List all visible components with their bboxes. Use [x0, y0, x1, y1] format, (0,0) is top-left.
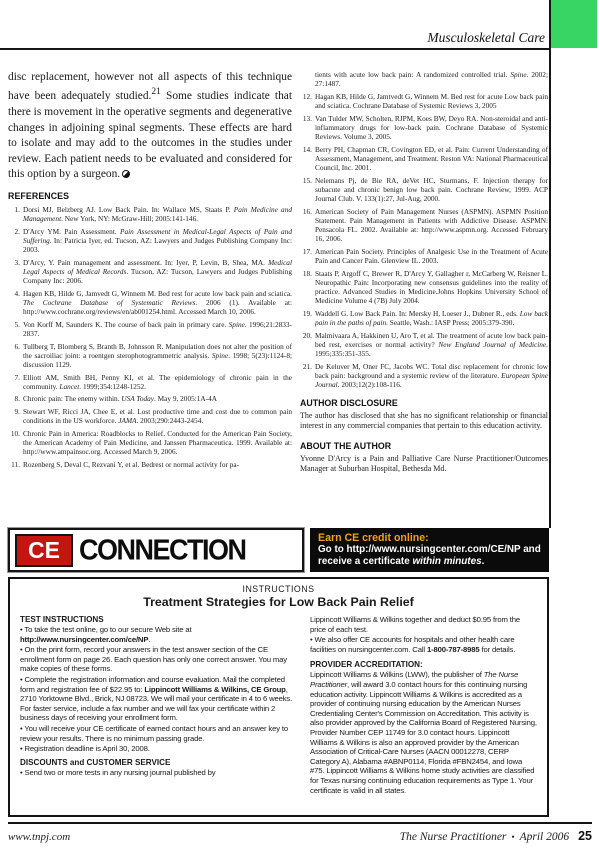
test-instructions-list: [20, 625, 294, 754]
reference-number: 4.: [14, 288, 20, 298]
reference-number: 10.: [10, 428, 20, 438]
reference-item: [300, 176, 548, 204]
reference-text: Chronic Pain in America: Roadblocks to Relief. Conducted for the American Pain Society, the American Academy of Pain Medicine, and Janssen Pharmaceutica. 1999. Available at: http://www.ampainsoc.org. Accessed March 9, 2006.: [23, 428, 292, 457]
reference-number: 8.: [14, 394, 20, 404]
reference-item: [300, 247, 548, 265]
reference-text: Chronic pain: The enemy within. USA Today. May 9, 2005:1A-4A: [23, 394, 218, 404]
instruction-bullet: • To take the test online, go to our secure Web site at http://www.nursingcenter.com/ce/NP.: [20, 625, 294, 644]
reference-item: [8, 394, 292, 403]
about-author-heading: ABOUT THE AUTHOR: [300, 440, 392, 451]
reference-item: [8, 373, 292, 391]
discounts-continuation: Lippincott Williams & Wilkins together and deduct $0.95 from the price of each test.: [310, 615, 521, 634]
reference-number: 20.: [302, 330, 312, 340]
journal-name: The Nurse Practitioner: [399, 831, 507, 843]
reference-continuation: tients with acute low back pain: A randomized controlled trial. Spine. 2002; 27:1487.: [315, 70, 548, 89]
reference-text: Waddell G. Low Back Pain. In: Mersky H, Loeser J., Dubner R., eds. Low back pain in the paths of pain. Seattle, Wash.: IASP Press; 2005:379-390.: [315, 308, 548, 327]
reference-text: Tullberg T, Blomberg S, Branth B, Johnsson R. Manipulation does not alter the position of the sacroiliac joint: a roentgen sterophotogrammetric analysis. Spine. 1998; 5(23):1124-8; discussion 1129.: [23, 341, 292, 369]
test-instructions-heading: TEST INSTRUCTIONS: [20, 615, 104, 624]
page-edge-rule: [549, 0, 551, 528]
body-paragraph: [8, 70, 292, 183]
about-author-text: Yvonne D'Arcy is a Pain and Palliative Care Nurse Practitioner/Outcomes Manager at Suburban Hospital, Bethesda Md.: [300, 453, 548, 473]
reference-text: Van Tulder MW, Scholten, RJPM, Koes BW, Deyo RA. Non-steroidal and anti-inflammatory drugs for low-back pain. Cochrane Database of Systemic Reviews. Volume 3, 2005.: [315, 113, 548, 141]
article-left-column: [8, 70, 292, 472]
reference-item: [300, 92, 548, 110]
reference-item: [8, 320, 292, 338]
reference-item: [8, 258, 292, 286]
reference-number: 16.: [302, 206, 312, 216]
ce-accounts-bullet: • We also offer CE accounts for hospitals and other health care facilities on nursingcenter.com. Call 1-800-787-8985 for details.: [310, 635, 537, 654]
instruction-bullet: • You will receive your CE certificate of earned contact hours and an answer key to review your results. There is no minimum passing grade.: [20, 724, 294, 743]
running-head: Musculoskeletal Care: [427, 30, 545, 45]
reference-text: American Pain Society. Principles of Analgesic Use in the Treatment of Acute Pain and Cancer Pain. Glenview IL. 2003.: [315, 246, 548, 265]
reference-number: 19.: [302, 308, 312, 318]
earn-ce-line2: receive a certificate within minutes.: [318, 556, 485, 567]
reference-text: Hagen KB, Hilde G, Jamvedt G, Winnem M. Bed rest for acute low back pain and sciatica. The Cochrane Database of Systematic Reviews. 2006 (1). Available at: http://www.cochrane.org/reviews/en/ab001254.html. Accessed March 10, 2006.: [23, 288, 293, 317]
reference-item: [300, 362, 548, 390]
article-right-column: [300, 70, 548, 474]
reference-item: [300, 331, 548, 359]
instructions-right-column: [310, 615, 537, 796]
reference-item: [300, 145, 548, 173]
reference-text: Elliott AM, Smith BH, Penny KI, et al. The epidemiology of chronic pain in the community. Lancet. 1999;354:1248-1252.: [23, 372, 292, 391]
reference-text: D'Arcy, Y. Pain management and assessment. In: Iyer, P, Levin, B, Shea, MA. Medical Legal Aspects of Medical Records. Tucson, AZ: Tucson, Lawyers and Judges Publishing Company Inc: 2006.: [23, 257, 292, 286]
bullet-separator: •: [511, 832, 515, 842]
reference-item: [8, 227, 292, 255]
reference-number: 3.: [14, 257, 20, 267]
instruction-bullet: • Registration deadline is April 30, 2008.: [20, 744, 294, 754]
reference-item: [8, 289, 292, 317]
reference-text: Von Korff M, Saunders K. The course of back pain in primary care. Spine. 1996;21:2833-2837.: [23, 319, 292, 338]
reference-number: 1.: [14, 204, 20, 214]
reference-number: 9.: [14, 406, 20, 416]
body-paragraph-text: disc replacement, however not all aspects of this technique have been adequately studied.$^{21}$ Some studies indicate that there is movement in the operative segments and degenerative changes in adjoining spinal segments. These effects are hard to isolate and may add to the outcomes in the studies under review. Each patient needs to be evaluated and considered for this option by a surgeon.: [8, 71, 292, 181]
page-number: 25: [578, 829, 592, 843]
reference-text: Staats P, Argoff C, Brewer R, D'Arcy Y, Gallagher r, McCarberg W, Reisner L. Neuropathic Pain: Incorporating new consensus guidelines into the reality of practice. Advanced Studies in Medicine.Johns Hopkins University School of Medicine Volume 4 (7B) July 2004.: [315, 268, 548, 306]
instructions-label: INSTRUCTIONS: [242, 584, 315, 594]
footer-rule: [8, 822, 592, 824]
reference-text: Stewart WF, Ricci JA, Chee E, et al. Lost productive time and cost due to common pain conditions in the US workforce. JAMA. 2003;290:2443-2454.: [23, 406, 292, 426]
reference-item: [300, 309, 548, 327]
reference-number: 11.: [11, 459, 20, 469]
provider-accreditation-heading: PROVIDER ACCREDITATION:: [310, 660, 423, 670]
reference-item: [8, 460, 292, 469]
reference-text: American Society of Pain Management Nurses (ASPMN). ASPMN Position Statement. Pain Management in Patients with Addictive Disease. ASPMN: Pensacola FL. 2002. Available at: http://www.aspmn.org. Accessed February 16, 2006.: [315, 206, 548, 244]
reference-item: [300, 207, 548, 244]
reference-number: 15.: [302, 175, 312, 185]
reference-item: [300, 114, 548, 142]
earn-ce-line1: Go to http://www.nursingcenter.com/CE/NP and: [318, 544, 541, 555]
discounts-bullet: • Send two or more tests in any nursing journal published by: [20, 768, 294, 778]
references-list-right: [300, 92, 548, 389]
footer-citation: [400, 829, 592, 843]
reference-text: Hagan KB, Hilde G, Jamtvedt G, Winnem M. Bed rest for acute Low back pain and sciatica. Cochrane Database of Systemic Reviews 3, 2005: [315, 91, 548, 110]
references-heading: REFERENCES: [8, 190, 70, 201]
issue-date: April 2006: [519, 831, 570, 843]
ce-logo-wordmark: CONNECTION: [79, 533, 246, 566]
reference-number: 17.: [302, 246, 312, 256]
reference-item: [8, 429, 292, 457]
reference-number: 18.: [302, 268, 312, 278]
reference-text: Nelemans Pj, de Bie RA, deVet HC, Sturmans, F. Injection therapy for subacute and chronic benign low back pain. Cochrane Review, 1999. ACP Journal Club. V. 133(1):27, Jul-Aug, 2000.: [315, 175, 548, 203]
instructions-box: [8, 577, 549, 817]
reference-number: 5.: [14, 319, 20, 329]
article-end-icon: [122, 170, 130, 178]
author-disclosure-heading: AUTHOR DISCLOSURE: [300, 398, 398, 409]
reference-text: Rozenberg S, Deval C, Rezvani Y, et al. Bedrest or normal activity for pa-: [23, 459, 240, 469]
earn-ce-banner: [310, 528, 549, 572]
reference-number: 21.: [302, 361, 312, 371]
reference-number: 13.: [302, 113, 312, 123]
instructions-title: Treatment Strategies for Low Back Pain Relief: [143, 595, 414, 609]
reference-number: 7.: [14, 372, 20, 382]
discounts-heading: DISCOUNTS and CUSTOMER SERVICE: [20, 757, 171, 767]
instruction-bullet: • Complete the registration information and course evaluation. Mail the completed form and registration fee of $22.95 to: Lippincott Williams & Wilkins, CE Group, 2710 Yorktowne Blvd., Brick, NJ 08723. We will mail your certificate in 4 to 6 weeks. For faster service, include a fax number and we will fax your certificate within 2 business days of receiving your enrollment form.: [20, 675, 294, 723]
header-rule: [0, 48, 550, 50]
reference-text: De Keluver M, Oner FC, Jacobs WC. Total disc replacement for chronic low back pain: background and a systemic review of the literature. European Spine Journal. 2003;12(2):108-116.: [315, 361, 548, 389]
ce-connection-logo: [8, 528, 304, 572]
ce-logo-badge: CE: [15, 534, 73, 567]
reference-text: Malmivaara A, Hakkinen U, Aro T, et al. The treatment of acute low back pain-bed rest, exercises or normal activity? New England Journal of Medicine. 1995;335:351-355.: [315, 330, 548, 358]
earn-ce-title: Earn CE credit online:: [318, 532, 429, 544]
reference-text: Dorsi MJ, Belzberg AJ. Low Back Pain. In: Wallace MS, Staats P. Pain Medicine and Management. New York, NY: McGraw-Hill; 2005:141-146.: [23, 204, 292, 224]
instruction-bullet: • On the print form, record your answers in the test answer section of the CE enrollment form on page 26. Each question has only one correct answer. You may make copies of these forms.: [20, 645, 294, 674]
reference-number: 6.: [14, 341, 20, 351]
provider-accreditation-text: Lippincott Williams & Wilkins (LWW), the publisher of The Nurse Practitioner, will award 3.0 contact hours for this continuing nursing education activity. Lippincott Williams & Wilkins is accredited as a provider of continuing nursing education by the American Nurses Credentialing Center's Commission on Accreditation. This activity is also provider approved by the California Board of Registered Nursing, Provider Number CEP 11749 for 3.0 contact hours. Lippincott Williams & Wilkins is also an approved provider by the American Association of Critical-Care Nurses (AACN 00012278, CERP Category A), Alabama #ABNP0114, Florida #FBN2454, and Iowa #75. Lippincott Williams & Wilkins home study activities are classified for Texas nursing continuing education requirements as Type 1. Your certificate is valid in all states.: [310, 670, 537, 795]
section-color-tab: [551, 0, 597, 48]
reference-number: 12.: [302, 91, 312, 101]
reference-text: D'Arcy YM. Pain Assessment. Pain Assessment in Medical-Legal Aspects of Pain and Suffering. In: Patricia Iyer, ed. Tucson, AZ: Lawyers and Judges Publishing Company Inc: 2003.: [23, 226, 292, 255]
reference-number: 14.: [302, 144, 312, 154]
reference-item: [300, 269, 548, 306]
reference-number: 2.: [14, 226, 20, 236]
reference-item: [8, 205, 292, 223]
references-list-left: [8, 205, 292, 469]
reference-item: [8, 407, 292, 425]
reference-text: Berry PH, Chapman CR, Covington ED, et al. Pain: Current Understanding of Assessment, Management, and Treatment. Reston VA: National Pharmaceutical Council, Inc. 2001.: [315, 144, 548, 172]
reference-item: [8, 342, 292, 370]
author-disclosure-text: The author has disclosed that she has no significant relationship or financial interest in any commercial companies that pertain to this education activity.: [300, 411, 548, 431]
journal-website: www.tnpj.com: [8, 831, 71, 843]
instructions-left-column: [20, 615, 294, 796]
